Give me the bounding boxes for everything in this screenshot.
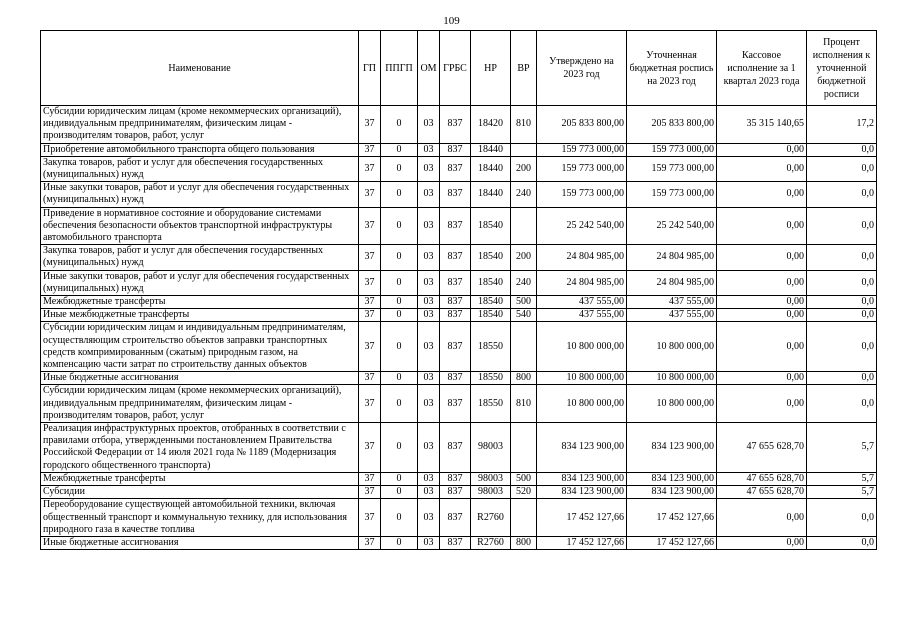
column-header-refined: Уточненная бюджетная роспись на 2023 год [627,31,717,106]
cell-om: 03 [418,309,440,322]
cell-nr: 98003 [471,423,511,473]
cell-grbs: 837 [440,309,471,322]
cell-nr: 18550 [471,322,511,372]
cell-grbs: 837 [440,270,471,295]
table-row [41,423,877,473]
table-header-row [41,31,877,106]
cell-name: Иные закупки товаров, работ и услуг для обеспечения государственных (муниципальных) нужд [41,182,359,207]
cell-vr: 200 [511,245,537,270]
cell-ppgp: 0 [381,309,418,322]
cell-om: 03 [418,245,440,270]
cell-grbs: 837 [440,486,471,499]
cell-approved: 25 242 540,00 [537,207,627,245]
cell-approved: 834 123 900,00 [537,486,627,499]
cell-refined: 10 800 000,00 [627,322,717,372]
cell-om: 03 [418,486,440,499]
table-body [41,106,877,550]
cell-ppgp: 0 [381,207,418,245]
cell-gp: 37 [359,372,381,385]
cell-cash: 0,00 [717,270,807,295]
table-row [41,499,877,537]
cell-cash: 0,00 [717,372,807,385]
cell-cash: 0,00 [717,245,807,270]
cell-om: 03 [418,207,440,245]
cell-om: 03 [418,106,440,144]
cell-name: Субсидии [41,486,359,499]
cell-vr: 810 [511,106,537,144]
cell-ppgp: 0 [381,270,418,295]
cell-nr: 98003 [471,486,511,499]
cell-name: Межбюджетные трансферты [41,472,359,485]
table-row [41,472,877,485]
cell-name: Приведение в нормативное состояние и оборудование системами обеспечения безопасности объектов транспортной инфраструктуры автомобильного транспорта [41,207,359,245]
cell-approved: 437 555,00 [537,309,627,322]
cell-vr: 800 [511,536,537,549]
cell-refined: 205 833 800,00 [627,106,717,144]
cell-vr: 540 [511,309,537,322]
cell-nr: 18440 [471,156,511,181]
column-header-percent: Процент исполнения к уточненной бюджетной росписи [807,31,877,106]
cell-percent: 0,0 [807,372,877,385]
cell-om: 03 [418,296,440,309]
cell-cash: 0,00 [717,309,807,322]
cell-approved: 205 833 800,00 [537,106,627,144]
cell-nr: 18420 [471,106,511,144]
cell-vr: 240 [511,182,537,207]
cell-vr [511,207,537,245]
cell-vr: 520 [511,486,537,499]
cell-nr: 18540 [471,207,511,245]
cell-refined: 834 123 900,00 [627,486,717,499]
cell-grbs: 837 [440,536,471,549]
cell-percent: 0,0 [807,322,877,372]
cell-name: Переоборудование существующей автомобильной техники, включая общественный транспорт и коммунальную технику, для использования природного газа в качестве топлива [41,499,359,537]
cell-vr: 200 [511,156,537,181]
cell-percent: 0,0 [807,207,877,245]
page-number: 109 [443,15,460,27]
cell-om: 03 [418,499,440,537]
cell-gp: 37 [359,423,381,473]
cell-nr: R2760 [471,499,511,537]
cell-ppgp: 0 [381,423,418,473]
cell-vr [511,499,537,537]
cell-percent: 0,0 [807,385,877,423]
cell-ppgp: 0 [381,486,418,499]
cell-approved: 159 773 000,00 [537,182,627,207]
column-header-approved: Утверждено на 2023 год [537,31,627,106]
cell-ppgp: 0 [381,472,418,485]
cell-vr: 500 [511,296,537,309]
cell-name: Закупка товаров, работ и услуг для обеспечения государственных (муниципальных) нужд [41,245,359,270]
cell-approved: 17 452 127,66 [537,536,627,549]
cell-name: Приобретение автомобильного транспорта общего пользования [41,143,359,156]
cell-grbs: 837 [440,499,471,537]
cell-refined: 834 123 900,00 [627,472,717,485]
cell-cash: 0,00 [717,143,807,156]
cell-refined: 437 555,00 [627,309,717,322]
cell-percent: 0,0 [807,182,877,207]
cell-gp: 37 [359,296,381,309]
cell-grbs: 837 [440,322,471,372]
column-header-gp: ГП [359,31,381,106]
cell-om: 03 [418,472,440,485]
cell-gp: 37 [359,143,381,156]
cell-grbs: 837 [440,385,471,423]
cell-approved: 24 804 985,00 [537,245,627,270]
cell-cash: 47 655 628,70 [717,486,807,499]
cell-gp: 37 [359,322,381,372]
cell-cash: 0,00 [717,499,807,537]
cell-refined: 17 452 127,66 [627,499,717,537]
cell-gp: 37 [359,270,381,295]
cell-ppgp: 0 [381,296,418,309]
cell-grbs: 837 [440,156,471,181]
cell-grbs: 837 [440,372,471,385]
cell-refined: 159 773 000,00 [627,143,717,156]
cell-ppgp: 0 [381,106,418,144]
cell-grbs: 837 [440,106,471,144]
cell-ppgp: 0 [381,156,418,181]
cell-gp: 37 [359,486,381,499]
cell-approved: 10 800 000,00 [537,322,627,372]
table-row [41,309,877,322]
cell-grbs: 837 [440,182,471,207]
cell-ppgp: 0 [381,182,418,207]
cell-name: Субсидии юридическим лицам (кроме некоммерческих организаций), индивидуальным предпринимателям, физическим лицам - производителям товаров, работ, услуг [41,106,359,144]
cell-percent: 0,0 [807,245,877,270]
cell-om: 03 [418,156,440,181]
cell-gp: 37 [359,245,381,270]
cell-om: 03 [418,536,440,549]
table-row [41,486,877,499]
cell-nr: 18540 [471,296,511,309]
column-header-grbs: ГРБС [440,31,471,106]
cell-name: Иные закупки товаров, работ и услуг для обеспечения государственных (муниципальных) нужд [41,270,359,295]
cell-nr: 18540 [471,309,511,322]
cell-vr: 500 [511,472,537,485]
cell-percent: 0,0 [807,536,877,549]
cell-name: Субсидии юридическим лицам и индивидуальным предпринимателям, осуществляющим строительство объектов заправки транспортных средств компримированным (сжатым) природным газом, на компенсацию части затрат по строительству данных объектов [41,322,359,372]
cell-om: 03 [418,385,440,423]
cell-grbs: 837 [440,472,471,485]
cell-cash: 47 655 628,70 [717,423,807,473]
cell-vr: 240 [511,270,537,295]
cell-name: Межбюджетные трансферты [41,296,359,309]
cell-percent: 0,0 [807,270,877,295]
cell-percent: 0,0 [807,296,877,309]
table-row [41,143,877,156]
cell-percent: 0,0 [807,309,877,322]
cell-om: 03 [418,270,440,295]
table-row [41,536,877,549]
cell-nr: 18440 [471,143,511,156]
cell-percent: 5,7 [807,472,877,485]
table-row [41,322,877,372]
cell-approved: 24 804 985,00 [537,270,627,295]
cell-ppgp: 0 [381,499,418,537]
cell-refined: 159 773 000,00 [627,156,717,181]
cell-om: 03 [418,372,440,385]
table-row [41,372,877,385]
cell-refined: 834 123 900,00 [627,423,717,473]
cell-grbs: 837 [440,143,471,156]
cell-gp: 37 [359,472,381,485]
column-header-name: Наименование [41,31,359,106]
cell-refined: 159 773 000,00 [627,182,717,207]
cell-vr: 810 [511,385,537,423]
cell-gp: 37 [359,499,381,537]
column-header-cash: Кассовое исполнение за 1 квартал 2023 года [717,31,807,106]
table-row [41,270,877,295]
cell-ppgp: 0 [381,245,418,270]
cell-approved: 159 773 000,00 [537,156,627,181]
cell-nr: 18540 [471,270,511,295]
column-header-vr: ВР [511,31,537,106]
cell-vr [511,423,537,473]
cell-name: Иные межбюджетные трансферты [41,309,359,322]
cell-approved: 17 452 127,66 [537,499,627,537]
cell-ppgp: 0 [381,143,418,156]
cell-vr [511,143,537,156]
cell-grbs: 837 [440,296,471,309]
cell-nr: R2760 [471,536,511,549]
cell-cash: 35 315 140,65 [717,106,807,144]
cell-cash: 0,00 [717,296,807,309]
cell-name: Иные бюджетные ассигнования [41,536,359,549]
cell-cash: 0,00 [717,322,807,372]
cell-cash: 0,00 [717,385,807,423]
cell-ppgp: 0 [381,536,418,549]
table-row [41,245,877,270]
cell-percent: 5,7 [807,486,877,499]
table-row [41,182,877,207]
cell-nr: 18550 [471,385,511,423]
cell-percent: 5,7 [807,423,877,473]
cell-name: Субсидии юридическим лицам (кроме некоммерческих организаций), индивидуальным предпринимателям, физическим лицам - производителям товаров, работ, услуг [41,385,359,423]
cell-cash: 0,00 [717,182,807,207]
cell-percent: 17,2 [807,106,877,144]
cell-nr: 98003 [471,472,511,485]
cell-name: Иные бюджетные ассигнования [41,372,359,385]
cell-percent: 0,0 [807,156,877,181]
column-header-ppgp: ППГП [381,31,418,106]
cell-gp: 37 [359,156,381,181]
cell-gp: 37 [359,106,381,144]
cell-ppgp: 0 [381,322,418,372]
cell-cash: 47 655 628,70 [717,472,807,485]
cell-grbs: 837 [440,207,471,245]
column-header-om: ОМ [418,31,440,106]
cell-refined: 10 800 000,00 [627,372,717,385]
cell-gp: 37 [359,385,381,423]
cell-om: 03 [418,423,440,473]
cell-grbs: 837 [440,245,471,270]
cell-refined: 17 452 127,66 [627,536,717,549]
cell-refined: 24 804 985,00 [627,270,717,295]
cell-om: 03 [418,182,440,207]
column-header-nr: НР [471,31,511,106]
cell-cash: 0,00 [717,156,807,181]
cell-approved: 10 800 000,00 [537,372,627,385]
cell-approved: 834 123 900,00 [537,472,627,485]
table-row [41,106,877,144]
cell-percent: 0,0 [807,143,877,156]
cell-ppgp: 0 [381,385,418,423]
cell-approved: 437 555,00 [537,296,627,309]
cell-cash: 0,00 [717,536,807,549]
cell-refined: 437 555,00 [627,296,717,309]
cell-om: 03 [418,322,440,372]
budget-execution-table [40,30,877,550]
cell-gp: 37 [359,309,381,322]
cell-vr [511,322,537,372]
cell-nr: 18440 [471,182,511,207]
table-row [41,207,877,245]
table-row [41,156,877,181]
cell-approved: 159 773 000,00 [537,143,627,156]
cell-ppgp: 0 [381,372,418,385]
cell-refined: 25 242 540,00 [627,207,717,245]
cell-nr: 18540 [471,245,511,270]
cell-gp: 37 [359,182,381,207]
cell-vr: 800 [511,372,537,385]
cell-om: 03 [418,143,440,156]
cell-grbs: 837 [440,423,471,473]
cell-percent: 0,0 [807,499,877,537]
cell-gp: 37 [359,536,381,549]
cell-approved: 834 123 900,00 [537,423,627,473]
cell-name: Закупка товаров, работ и услуг для обеспечения государственных (муниципальных) нужд [41,156,359,181]
table-row [41,385,877,423]
cell-cash: 0,00 [717,207,807,245]
cell-refined: 10 800 000,00 [627,385,717,423]
table-row [41,296,877,309]
cell-gp: 37 [359,207,381,245]
cell-approved: 10 800 000,00 [537,385,627,423]
cell-nr: 18550 [471,372,511,385]
cell-name: Реализация инфраструктурных проектов, отобранных в соответствии с правилами отбора, утвержденными постановлением Правительства Российской Федерации от 14 июля 2021 года № 1189 (Модернизация городского общественного транспорта) [41,423,359,473]
cell-refined: 24 804 985,00 [627,245,717,270]
